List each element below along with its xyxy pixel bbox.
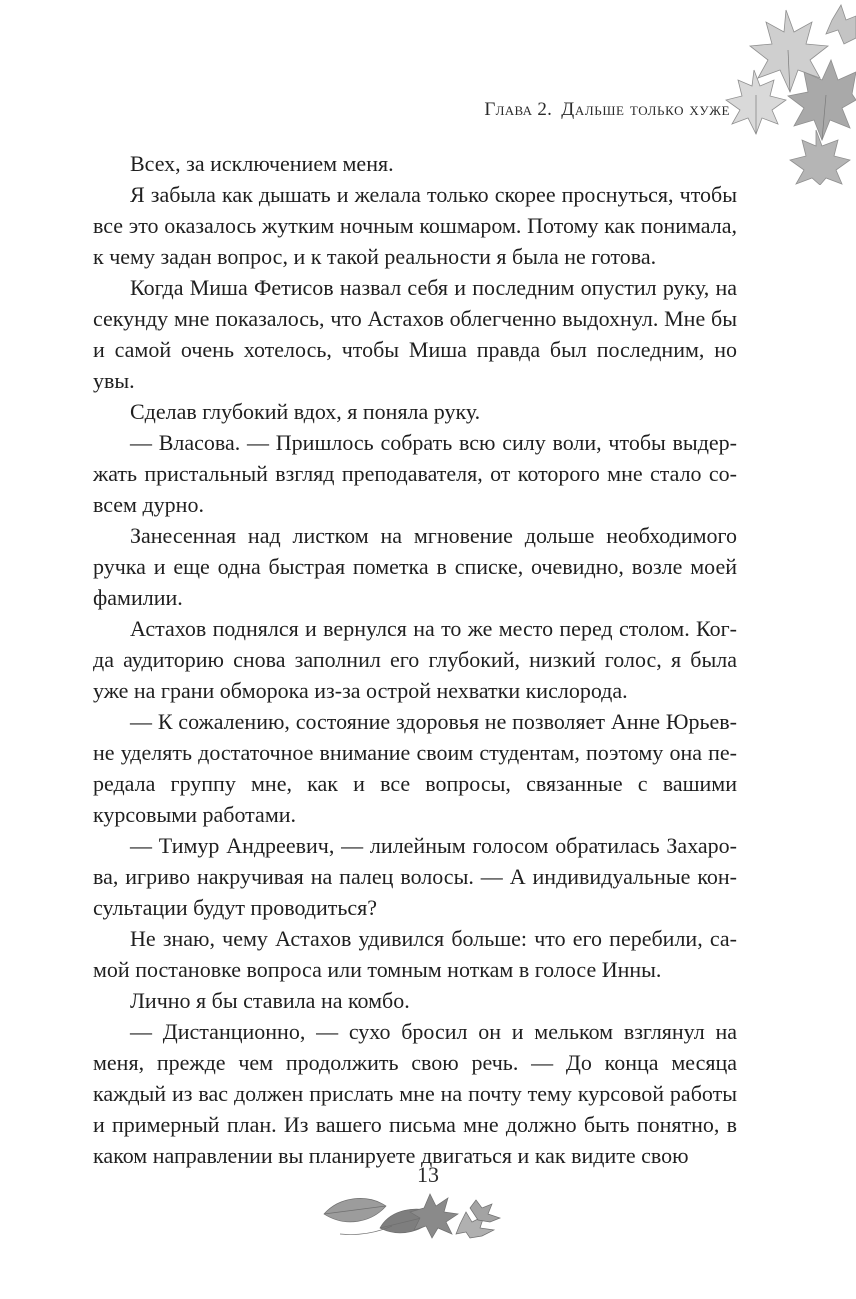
paragraph: Я забыла как дышать и желала только скорее проснуться, чтобы все это оказалось жутким ночным кошмаром. Потому как понимала, к чему задан вопрос, и к такой реальности я была не готова. xyxy=(93,182,737,269)
chapter-title: Дальше только хуже xyxy=(561,99,730,120)
paragraph: Занесенная над листком на мгновение дольше необходимого ручка и еще одна быстрая пометка в списке, очевидно, возле моей фамилии. xyxy=(93,523,737,610)
maple-leaves-footer-decoration xyxy=(320,1188,510,1240)
page-number: 13 xyxy=(417,1162,439,1187)
running-header xyxy=(484,99,730,121)
paragraph: — Дистанционно, — сухо бросил он и мельком взглянул на меня, прежде чем продолжить свою речь. — До конца месяца каждый из вас должен прислать мне на почту тему курсовой работы и примерный план. Из вашего письма мне должно быть понятно, в каком направлении вы планируете двигаться и как видите свою xyxy=(93,1019,737,1168)
paragraph: Астахов поднялся и вернулся на то же место перед столом. Когда аудиторию снова заполнил его глубокий, низкий голос, я была уже на грани обморока из-за острой нехватки кислорода. xyxy=(93,616,737,703)
paragraph: — Власова. — Пришлось собрать всю силу воли, чтобы выдержать пристальный взгляд преподавателя, от которого мне стало совсем дурно. xyxy=(93,430,737,517)
body-text xyxy=(93,148,737,1171)
chapter-number: Глава 2. xyxy=(484,99,553,120)
paragraph: Сделав глубокий вдох, я поняла руку. xyxy=(130,399,481,424)
paragraph: — К сожалению, состояние здоровья не позволяет Анне Юрьевне уделять достаточное внимание своим студентам, поэтому она передала группу мне, как и все вопросы, связанные с вашими курсовыми работами. xyxy=(93,709,737,827)
paragraph: Когда Миша Фетисов назвал себя и последним опустил руку, на секунду мне показалось, что Астахов облегченно выдохнул. Мне бы и самой очень хотелось, чтобы Миша правда был последним, но увы. xyxy=(93,275,737,393)
paragraph: — Тимур Андреевич, — лилейным голосом обратилась Захарова, игриво накручивая на палец волосы. — А индивидуальные консультации будут проводиться? xyxy=(93,833,737,920)
paragraph: Не знаю, чему Астахов удивился больше: что его перебили, самой постановке вопроса или томным ноткам в голосе Инны. xyxy=(93,926,737,982)
paragraph: Всех, за исключением меня. xyxy=(130,151,394,176)
paragraph: Лично я бы ставила на комбо. xyxy=(130,988,410,1013)
